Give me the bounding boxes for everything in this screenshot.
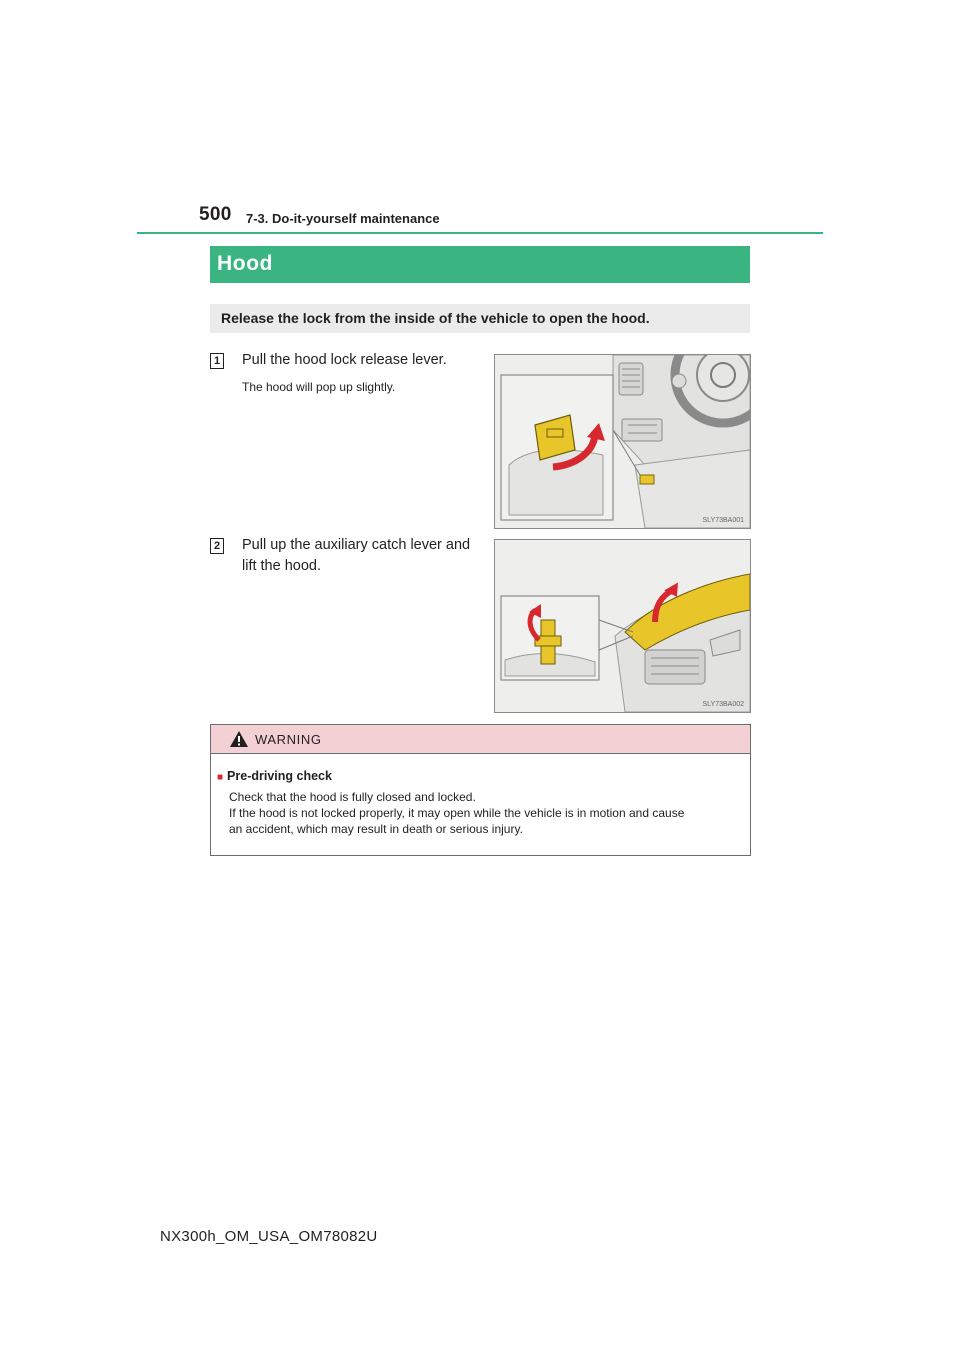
warning-line-2: If the hood is not locked properly, it may open while the vehicle is in motion and cause [229, 806, 685, 820]
intro-box [210, 304, 750, 333]
step-number-2: 2 [210, 538, 224, 554]
figure-code-2: SLY73BA002 [702, 701, 744, 708]
title-bar [210, 246, 750, 283]
page-number: 500 [199, 204, 232, 225]
warning-item-title [217, 769, 332, 783]
hood-release-lever-figure [494, 354, 751, 529]
auxiliary-catch-lever-figure [494, 539, 751, 713]
warning-header [211, 725, 750, 754]
warning-line-1: Check that the hood is fully closed and locked. [229, 790, 476, 804]
figure-code-1: SLY73BA001 [702, 517, 744, 524]
bullet-square-icon: ■ [217, 772, 224, 783]
page-title: Hood [217, 252, 274, 275]
warning-triangle-icon [229, 730, 249, 748]
step-2-text-line-1: Pull up the auxiliary catch lever and [242, 537, 471, 553]
step-number-1: 1 [210, 353, 224, 369]
section-title: 7-3. Do-it-yourself maintenance [246, 211, 440, 226]
warning-label: WARNING [255, 732, 322, 747]
step-1-text: Pull the hood lock release lever. [242, 352, 447, 368]
warning-box [210, 724, 751, 856]
header-rule [137, 232, 823, 234]
footer-doc-id: NX300h_OM_USA_OM78082U [160, 1228, 378, 1245]
step-1-note: The hood will pop up slightly. [242, 380, 396, 394]
intro-text: Release the lock from the inside of the vehicle to open the hood. [221, 310, 650, 326]
warning-line-3: an accident, which may result in death or serious injury. [229, 822, 523, 836]
hood-release-lever-illustration [495, 355, 750, 528]
warning-item-title-text: Pre-driving check [227, 769, 332, 783]
step-2-text-line-2: lift the hood. [242, 558, 321, 574]
auxiliary-catch-lever-illustration [495, 540, 750, 712]
